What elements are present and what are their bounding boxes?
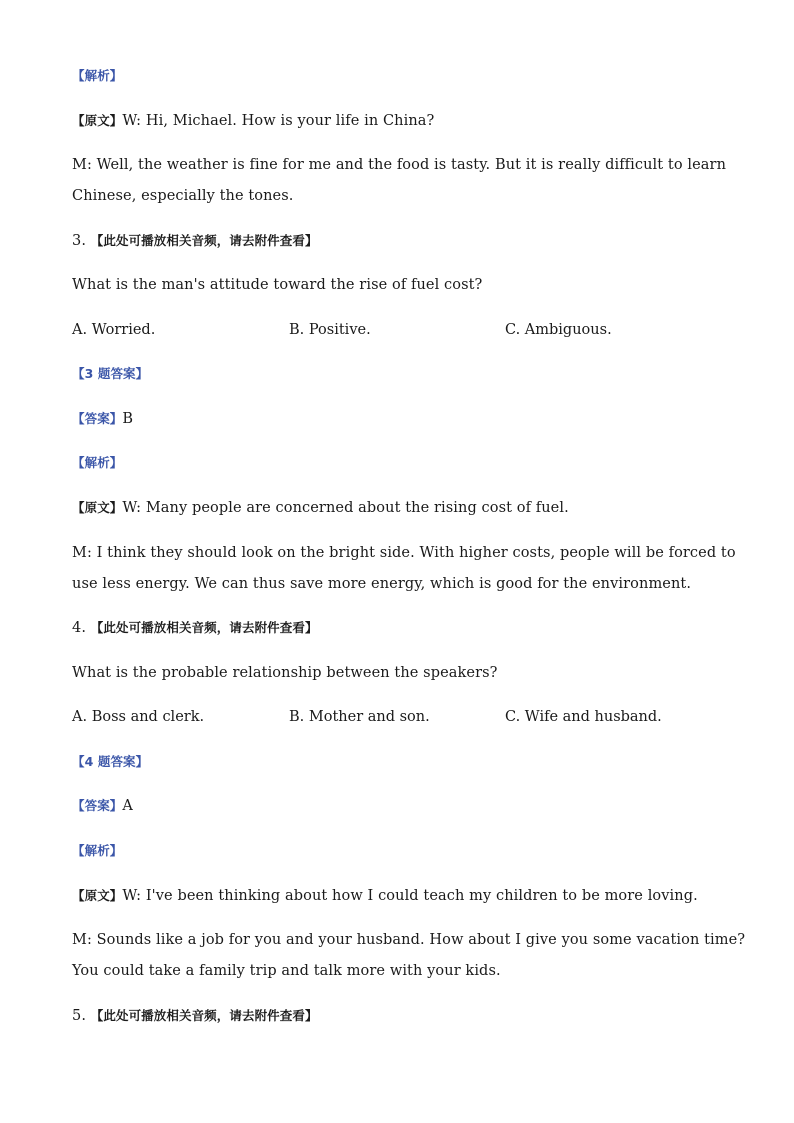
- question-number: 3.: [72, 233, 87, 249]
- transcript-m-line: M: Well, the weather is fine for me and the food is tasty. But it is really difficult to learn: [72, 157, 727, 173]
- answer-line: [72, 409, 133, 429]
- question-number: 5.: [72, 1008, 87, 1024]
- transcript-m-line: M: Sounds like a job for you and your husband. How about I give you some vacation time?: [72, 932, 746, 948]
- answer-value: A: [122, 798, 133, 814]
- analysis-label: 【解析】: [72, 455, 123, 470]
- option-b: B. Positive.: [289, 322, 371, 338]
- transcript-text: W: Many people are concerned about the rising cost of fuel.: [122, 500, 569, 516]
- transcript-w-line: [72, 886, 698, 906]
- transcript-m-line: M: I think they should look on the bright side. With higher costs, people will be forced to: [72, 545, 736, 561]
- transcript-tag: 【原文】: [72, 888, 123, 903]
- question-3-text: What is the man's attitude toward the rise of fuel cost?: [72, 277, 483, 293]
- answer-value: B: [122, 411, 134, 427]
- transcript-m-line-cont: You could take a family trip and talk more with your kids.: [72, 963, 501, 979]
- question-3-header: [72, 231, 318, 251]
- question-5-header: [72, 1006, 318, 1026]
- transcript-text: W: Hi, Michael. How is your life in China?: [122, 113, 435, 129]
- transcript-tag: 【原文】: [72, 113, 123, 128]
- question-number: 4.: [72, 620, 87, 636]
- audio-placeholder: 【此处可播放相关音频，请去附件查看】: [90, 1008, 318, 1023]
- transcript-m-line-cont: use less energy. We can thus save more energy, which is good for the environment.: [72, 576, 692, 592]
- analysis-label: 【解析】: [72, 843, 123, 858]
- option-c: C. Ambiguous.: [505, 322, 612, 338]
- analysis-label: 【解析】: [72, 68, 123, 83]
- transcript-text: W: I've been thinking about how I could teach my children to be more loving.: [122, 888, 698, 904]
- answer-tag: 【答案】: [72, 798, 123, 813]
- question-4-header: [72, 618, 318, 638]
- answer-header: 【4 题答案】: [72, 754, 149, 769]
- answer-tag: 【答案】: [72, 411, 123, 426]
- transcript-w-line: [72, 111, 434, 131]
- audio-placeholder: 【此处可播放相关音频，请去附件查看】: [90, 620, 318, 635]
- question-4-text: What is the probable relationship between the speakers?: [72, 665, 498, 681]
- transcript-m-line-cont: Chinese, especially the tones.: [72, 188, 294, 204]
- option-c: C. Wife and husband.: [505, 709, 662, 725]
- option-a: A. Boss and clerk.: [72, 709, 205, 725]
- option-b: B. Mother and son.: [289, 709, 430, 725]
- answer-line: [72, 796, 133, 816]
- option-a: A. Worried.: [72, 322, 156, 338]
- answer-header: 【3 题答案】: [72, 366, 149, 381]
- transcript-w-line: [72, 498, 569, 518]
- audio-placeholder: 【此处可播放相关音频，请去附件查看】: [90, 233, 318, 248]
- transcript-tag: 【原文】: [72, 500, 123, 515]
